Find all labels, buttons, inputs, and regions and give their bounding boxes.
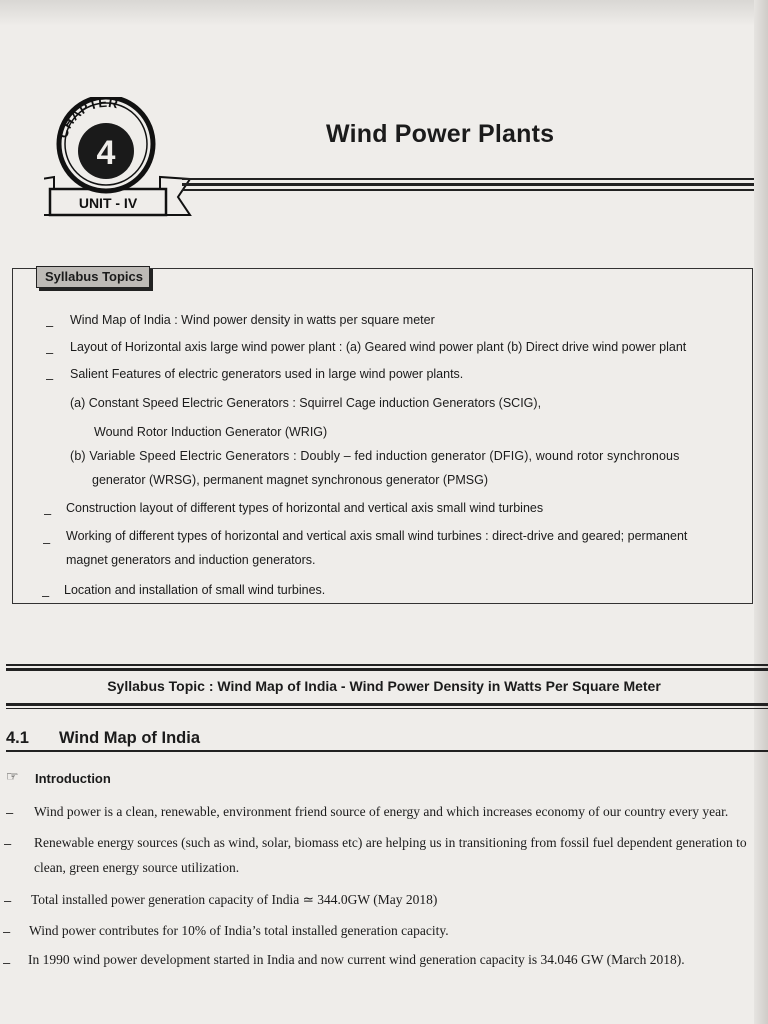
chapter-number: 4 <box>96 134 116 172</box>
header-rule <box>182 178 754 192</box>
syllabus-subitem-continued: generator (WRSG), permanent magnet synchronous generator (PMSG) <box>92 473 489 487</box>
bullet-dash: – <box>4 893 12 908</box>
bullet-dash: – <box>46 371 54 386</box>
chapter-badge-graphic <box>44 97 194 222</box>
intro-line: Wind power is a clean, renewable, environment friend source of energy and which increases economy of our country every year. <box>34 804 729 819</box>
bullet-dash: – <box>46 318 54 333</box>
intro-line-continued: clean, green energy source utilization. <box>34 860 240 875</box>
syllabus-item: Working of different types of horizontal and vertical axis small wind turbines : direct-drive and geared; permanent <box>66 529 688 543</box>
chapter-badge <box>44 97 194 222</box>
bullet-dash: – <box>6 805 14 820</box>
banner-rule-top <box>6 664 768 666</box>
section-title: Wind Map of India <box>59 729 200 747</box>
section-rule <box>6 750 768 752</box>
pointing-hand-icon: ☞ <box>6 768 19 784</box>
syllabus-item: Wind Map of India : Wind power density in watts per square meter <box>70 313 435 327</box>
syllabus-subitem: (a) Constant Speed Electric Generators : Squirrel Cage induction Generators (SCIG), <box>70 396 542 410</box>
page-top-shadow <box>0 0 768 26</box>
intro-line: In 1990 wind power development started in India and now current wind generation capacity is 34.046 GW (March 2018). <box>28 952 685 967</box>
syllabus-item-continued: magnet generators and induction generators. <box>66 553 316 567</box>
page-edge-shadow <box>754 0 768 1024</box>
syllabus-subitem-continued: Wound Rotor Induction Generator (WRIG) <box>94 425 328 439</box>
syllabus-tab: Syllabus Topics <box>36 266 150 288</box>
syllabus-item: Location and installation of small wind turbines. <box>64 583 326 597</box>
banner-rule-bottom <box>6 703 768 706</box>
syllabus-item: Layout of Horizontal axis large wind power plant : (a) Geared wind power plant (b) Direct drive wind power plant <box>70 340 687 354</box>
intro-line: Renewable energy sources (such as wind, solar, biomass etc) are helping us in transitioning from fossil fuel dependent generation to <box>34 835 747 850</box>
intro-line: Wind power contributes for 10% of India’s total installed generation capacity. <box>29 923 449 938</box>
intro-line: Total installed power generation capacity of India ≃ 344.0GW (May 2018) <box>31 892 438 907</box>
chapter-title: Wind Power Plants <box>326 120 555 148</box>
syllabus-item: Construction layout of different types of horizontal and vertical axis small wind turbines <box>66 501 544 515</box>
banner-rule-top-thick <box>6 668 768 671</box>
banner-rule-bottom-thin <box>6 708 768 709</box>
introduction-heading: Introduction <box>35 771 111 786</box>
bullet-dash: – <box>3 924 11 939</box>
bullet-dash: – <box>43 535 51 550</box>
bullet-dash: – <box>4 836 12 851</box>
syllabus-item: Salient Features of electric generators used in large wind power plants. <box>70 367 464 381</box>
section-number: 4.1 <box>6 729 29 747</box>
unit-label: UNIT - IV <box>78 195 138 211</box>
syllabus-topic-banner: Syllabus Topic : Wind Map of India - Wind Power Density in Watts Per Square Meter <box>107 678 661 694</box>
bullet-dash: – <box>42 588 50 603</box>
chapter-badge-word: CHAPTER <box>55 97 120 140</box>
bullet-dash: – <box>46 345 54 360</box>
bullet-dash: – <box>3 955 11 970</box>
syllabus-subitem: (b) Variable Speed Electric Generators : Doubly – fed induction generator (DFIG), wound rotor synchronous <box>70 449 680 463</box>
bullet-dash: – <box>44 506 52 521</box>
